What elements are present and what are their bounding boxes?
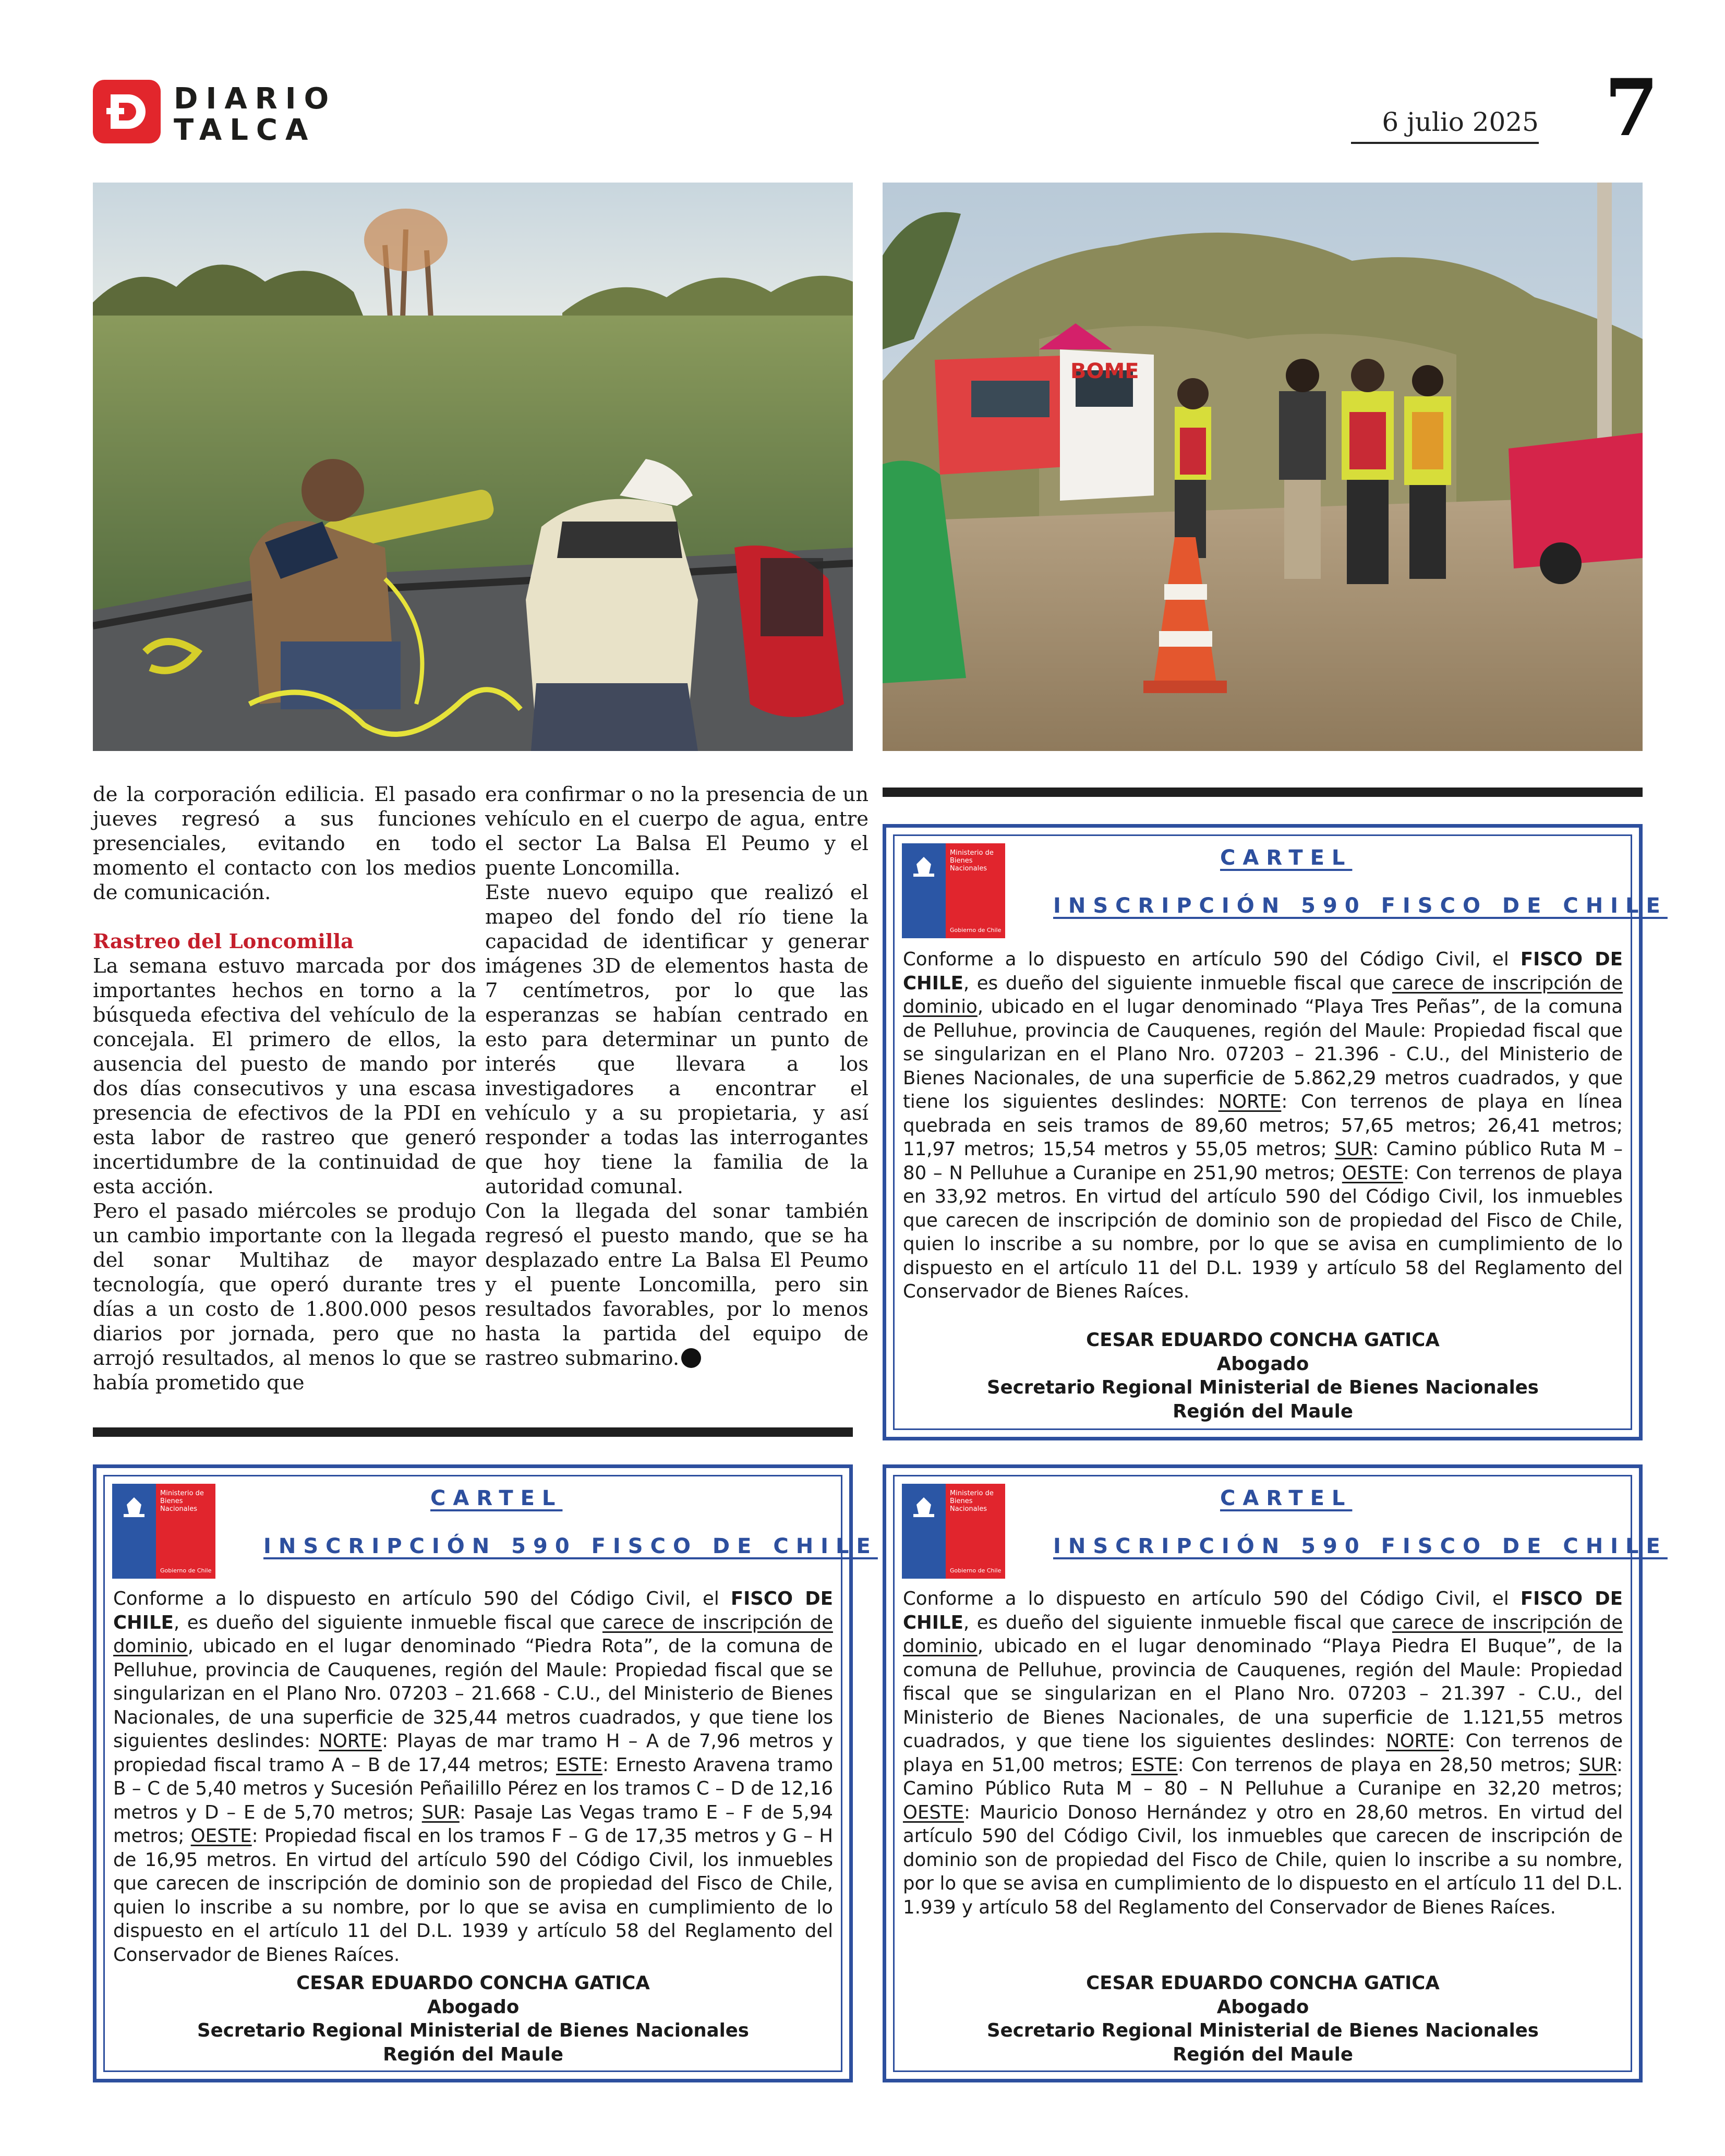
signer-region: Región del Maule	[383, 2043, 563, 2065]
signer-region: Región del Maule	[1173, 1400, 1353, 1422]
legal-notice-playa-piedra-el-buque	[883, 1464, 1668, 2082]
article-subheading: Rastreo del Loncomilla	[93, 930, 354, 953]
signer-role: Abogado	[1216, 1353, 1309, 1375]
notice-body: Conforme a lo dispuesto en artículo 590 del Código Civil, el FISCO DE CHILE, es dueño del siguiente inmueble fiscal que carece de inscripción de dominio, ubicado en el lugar denominado “Playa Tres Peñas”, de la comuna de Pelluhue, provincia de Cauquenes, región del Maule: Propiedad fiscal que se singularizan en el Plano Nro. 07203 – 21.396 - C.U., del Ministerio de Bienes Nacionales, de una superficie de 5.862,29 metros cuadrados, y que tiene los siguientes deslindes: NORTE: Con terrenos de playa en línea quebrada en seis tramos de 89,60 metros; 57,65 metros; 26,41 metros; 11,97 metros; 15,54 metros y 55,05 metros; SUR: Camino público Ruta M – 80 – N Pelluhue a Curanipe en 251,90 metros; OESTE: Con terrenos de playa en 33,92 metros. En virtud del artículo 590 del Código Civil, los inmuebles que carecen de inscripción de dominio son de propiedad del Fisco de Chile, quien lo inscribe a su nombre, por lo que se avisa en cumplimiento de lo dispuesto en el artículo 11 del D.L. 1939 y artículo 58 del Reglamento del Conservador de Bienes Raíces.	[903, 949, 1623, 1302]
brand-line-2: TALCA	[174, 113, 316, 147]
ministry-logo-icon	[902, 843, 1005, 938]
ministry-logo-line-3: Nacionales	[950, 1505, 987, 1513]
boat-sonar-photo	[93, 183, 853, 751]
notice-signature	[903, 1971, 1623, 2066]
signer-office: Secretario Regional Ministerial de Bienes Nacionales	[987, 1377, 1539, 1398]
signer-name: CESAR EDUARDO CONCHA GATICA	[1086, 1972, 1440, 1994]
signer-name: CESAR EDUARDO CONCHA GATICA	[296, 1972, 650, 1994]
ministry-logo-icon	[112, 1484, 215, 1579]
article-paragraph: de la corporación edilicia. El pasado jueves regresó a sus funciones presenciales, evitando en todo momento el contacto con los medios de comunicación.	[93, 783, 476, 904]
signer-office: Secretario Regional Ministerial de Bienes Nacionales	[197, 2020, 749, 2041]
column-separator-rule	[883, 788, 1643, 797]
rescue-team-photo	[883, 183, 1643, 751]
article-column-2	[485, 782, 868, 1371]
signer-role: Abogado	[1216, 1996, 1309, 2018]
end-of-article-icon	[681, 1348, 701, 1368]
notice-body: Conforme a lo dispuesto en artículo 590 del Código Civil, el FISCO DE CHILE, es dueño del siguiente inmueble fiscal que carece de inscripción de dominio, ubicado en el lugar denominado “Piedra Rota”, de la comuna de Pelluhue, provincia de Cauquenes, región del Maule: Propiedad fiscal que se singularizan en el Plano Nro. 07203 – 21.668 - C.U., del Ministerio de Bienes Nacionales, de una superficie de 325,44 metros cuadrados, y que tiene los siguientes deslindes: NORTE: Playas de mar tramo H – A de 7,96 metros y propiedad fiscal tramo A – B de 17,44 metros; ESTE: Ernesto Aravena tramo B – C de 5,40 metros y Sucesión Peñailillo Pérez en los tramos C – D de 12,16 metros y D – E de 5,70 metros; SUR: Pasaje Las Vegas tramo E – F de 5,94 metros; OESTE: Propiedad fiscal en los tramos F – G de 17,35 metros y G – H de 16,95 metros. En virtud del artículo 590 del Código Civil, los inmuebles que carecen de inscripción de dominio son de propiedad del Fisco de Chile, quien lo inscribe a su nombre, por lo que se avisa en cumplimiento de lo dispuesto en el artículo 11 del D.L. 1939 y artículo 58 del Reglamento del Conservador de Bienes Raíces.	[113, 1588, 834, 1966]
notice-title: CARTEL	[1220, 1486, 1353, 1510]
ministry-logo-line-1: Ministerio de	[950, 849, 994, 857]
ministry-logo-icon	[902, 1484, 1005, 1579]
brand-name	[174, 83, 336, 146]
signer-region: Región del Maule	[1173, 2043, 1353, 2065]
legal-notice-piedra-rota	[93, 1464, 878, 2082]
column-separator-rule	[93, 1427, 853, 1437]
ministry-logo-line-2: Bienes	[950, 857, 973, 865]
ministry-logo-line-2: Bienes	[950, 1497, 973, 1505]
notice-signature	[903, 1328, 1623, 1423]
signer-role: Abogado	[427, 1996, 520, 2018]
ministry-logo-footer: Gobierno de Chile	[950, 1567, 1002, 1574]
notice-subtitle: INSCRIPCIÓN 590 FISCO DE CHILE	[263, 1534, 878, 1558]
notice-subtitle: INSCRIPCIÓN 590 FISCO DE CHILE	[1053, 1534, 1668, 1558]
ministry-logo-line-1: Ministerio de	[160, 1489, 204, 1497]
notice-title: CARTEL	[430, 1486, 563, 1510]
ministry-logo-footer: Gobierno de Chile	[950, 927, 1002, 934]
article-paragraph: Este nuevo equipo que realizó el mapeo del fondo del río tiene la capacidad de identificar y generar imágenes 3D de elementos hasta de 7 centímetros, por lo que las esperanzas se habían centrado en esto para determinar un punto de interés que llevara a los investigadores a encontrar el vehículo y a su propietaria, y así responder a todas las interrogantes que hoy tiene la familia de la autoridad comunal.	[485, 881, 868, 1198]
page-number: 7	[1604, 62, 1659, 154]
truck-lettering: BOME	[1070, 359, 1139, 383]
issue-date: 6 julio 2025	[1382, 107, 1539, 137]
signer-office: Secretario Regional Ministerial de Bienes Nacionales	[987, 2020, 1539, 2041]
diario-talca-logo-icon	[93, 80, 161, 143]
ministry-logo-line-3: Nacionales	[160, 1505, 197, 1513]
notice-signature	[113, 1971, 833, 2066]
legal-notice-playa-tres-penas	[883, 824, 1668, 1440]
article-closing-text: Con la llegada del sonar también regresó el puesto mando, que se ha desplazado entre La Balsa El Peumo y el puente Loncomilla, pero sin resultados favorables, por lo menos hasta la partida del equipo de rastreo submarino.	[485, 1200, 868, 1370]
article-paragraph: La semana estuvo marcada por dos importantes hechos en torno a la búsqueda efectiva del vehículo de la concejala. El primero de ellos, la ausencia del puesto de mando por dos días consecutivos y una escasa presencia de efectivos de la PDI en esta labor de rastreo que generó incertidumbre de la continuidad de esta acción.	[93, 954, 476, 1198]
article-column-1	[93, 782, 476, 1395]
brand-line-1: DIARIO	[174, 82, 337, 116]
ministry-logo-footer: Gobierno de Chile	[160, 1567, 212, 1574]
ministry-logo-line-3: Nacionales	[950, 865, 987, 873]
notice-body: Conforme a lo dispuesto en artículo 590 del Código Civil, el FISCO DE CHILE, es dueño del siguiente inmueble fiscal que carece de inscripción de dominio, ubicado en el lugar denominado “Playa Piedra El Buque”, de la comuna de Pelluhue, provincia de Cauquenes, región del Maule: Propiedad fiscal que se singularizan en el Plano Nro. 07203 – 21.397 - C.U., del Ministerio de Bienes Nacionales, de una superficie de 1.121,55 metros cuadrados, y que tiene los siguientes deslindes: NORTE: Con terrenos de playa en 51,00 metros; ESTE: Con terrenos de playa en 28,50 metros; SUR: Camino Público Ruta M – 80 – N Pelluhue a Curanipe en 32,20 metros; OESTE: Mauricio Donoso Hernández y otro en 28,60 metros. En virtud del artículo 590 del Código Civil, los inmuebles que carecen de inscripción de dominio son de propiedad del Fisco de Chile, quien lo inscribe a su nombre, por lo que se avisa en cumplimiento de lo dispuesto en el artículo 11 del D.L. 1.939 y artículo 58 del Reglamento del Conservador de Bienes Raíces.	[903, 1588, 1623, 1918]
article-paragraph	[485, 1199, 868, 1371]
date-underline	[1351, 142, 1539, 144]
ministry-logo-line-1: Ministerio de	[950, 1489, 994, 1497]
notice-subtitle: INSCRIPCIÓN 590 FISCO DE CHILE	[1053, 894, 1668, 918]
signer-name: CESAR EDUARDO CONCHA GATICA	[1086, 1329, 1440, 1351]
article-paragraph: Pero el pasado miércoles se produjo un cambio importante con la llegada del sonar Multihaz de mayor tecnología, que operó durante tres días a un costo de 1.800.000 pesos diarios por jornada, pero que no arrojó resultados, al menos lo que se había prometido que	[93, 1200, 476, 1395]
article-paragraph: era confirmar o no la presencia de un vehículo en el cuerpo de agua, entre el sector La Balsa El Peumo y el puente Loncomilla.	[485, 783, 868, 880]
ministry-logo-line-2: Bienes	[160, 1497, 183, 1505]
notice-title: CARTEL	[1220, 846, 1353, 870]
